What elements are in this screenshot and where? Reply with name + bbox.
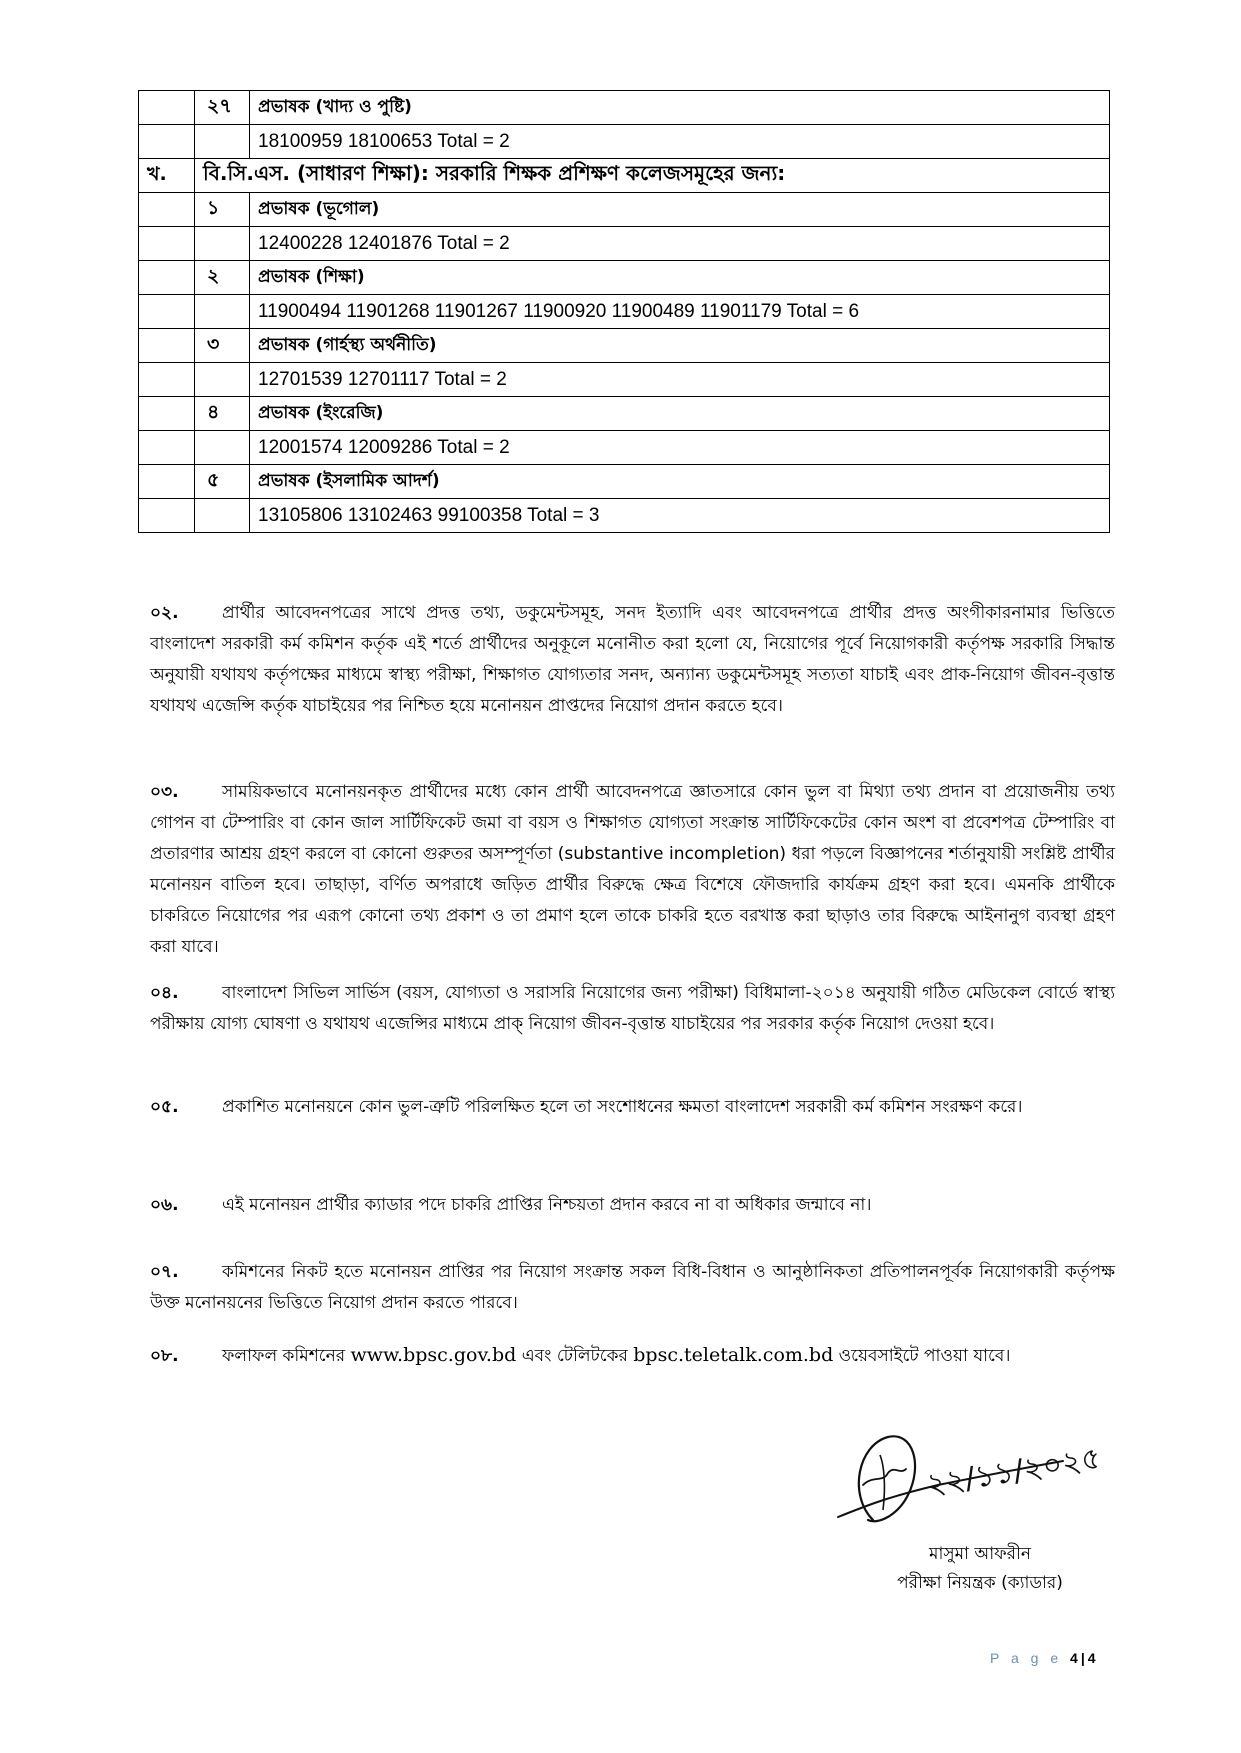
table-row	[139, 227, 1110, 261]
page-label: P a g e	[990, 1650, 1063, 1666]
page-separator: |	[1080, 1650, 1085, 1666]
page-total: 4	[1087, 1650, 1096, 1666]
empty-cell	[139, 329, 195, 363]
paragraph-06	[150, 1190, 1115, 1221]
signature-date: ২২/১১/২০২৫	[923, 1440, 1104, 1503]
section-row	[139, 159, 1110, 193]
post-title: প্রভাষক (ভূগোল)	[250, 193, 1110, 227]
page-footer	[990, 1650, 1096, 1666]
table-row	[139, 91, 1110, 125]
paragraph-number: ০৫.	[150, 1097, 179, 1117]
paragraph-number: ০৮.	[150, 1346, 179, 1366]
empty-cell	[139, 261, 195, 295]
post-number: ৩	[195, 329, 250, 363]
paragraph-number: ০৩.	[150, 782, 179, 802]
paragraph-text: ওয়েবসাইটে পাওয়া যাবে।	[833, 1346, 1011, 1366]
paragraph-05	[150, 1092, 1115, 1123]
post-title: প্রভাষক (ইংরেজি)	[250, 397, 1110, 431]
empty-cell	[139, 363, 195, 397]
paragraph-text: এবং টেলিটকের	[516, 1346, 634, 1366]
paragraph-07	[150, 1257, 1115, 1319]
empty-cell	[195, 431, 250, 465]
paragraph-text: সাময়িকভাবে মনোনয়নকৃত প্রার্থীদের মধ্যে কোন প্রার্থী আবেদনপত্রে জ্ঞাতসারে কোন ভুল বা মিথ্যা তথ্য প্রদান বা প্রয়োজনীয় তথ্য গোপন বা টেম্পারিং বা কোন জাল সার্টিফিকেট জমা বা বয়স ও শিক্ষাগত যোগ্যতা সংক্রান্ত সার্টিফিকেটের কোন অংশ বা প্রবেশপত্র টেম্পারিং বা প্রতারণার আশ্রয় গ্রহণ করলে বা কোনো গুরুতর অসম্পূর্ণতা (substantive incompletion) ধরা পড়লে বিজ্ঞাপনের শর্তানুযায়ী সংশ্লিষ্ট প্রার্থীর মনোনয়ন বাতিল হবে। তাছাড়া, বর্ণিত অপরাধে জড়িত প্রার্থীর বিরুদ্ধে ক্ষেত্র বিশেষে ফৌজদারি কার্যক্রম গ্রহণ করা হবে। এমনকি প্রার্থীকে চাকরিতে নিয়োগের পর এরূপ কোনো তথ্য প্রকাশ ও তা প্রমাণ হলে তাকে চাকরি হতে বরখাস্ত করা ছাড়াও তার বিরুদ্ধে আইনানুগ ব্যবস্থা গ্রহণ করা যাবে।	[150, 782, 1115, 957]
signer-designation: পরীক্ষা নিয়ন্ত্রক (ক্যাডার)	[897, 1573, 1063, 1593]
table-row	[139, 363, 1110, 397]
paragraph-03	[150, 777, 1115, 963]
paragraph-text: কমিশনের নিকট হতে মনোনয়ন প্রাপ্তির পর নিয়োগ সংক্রান্ত সকল বিধি-বিধান ও আনুষ্ঠানিকতা প্রতিপালনপূর্বক নিয়োগকারী কর্তৃপক্ষ উক্ত মনোনয়নের ভিত্তিতে নিয়োগ প্রদান করতে পারবে।	[150, 1262, 1115, 1313]
paragraph-number: ০২.	[150, 603, 179, 623]
empty-cell	[195, 227, 250, 261]
page-number: 4	[1070, 1650, 1078, 1666]
table-row	[139, 329, 1110, 363]
post-title: প্রভাষক (ইসলামিক আদর্শ)	[250, 465, 1110, 499]
post-number: ৫	[195, 465, 250, 499]
empty-cell	[139, 295, 195, 329]
table-row	[139, 125, 1110, 159]
results-table	[138, 90, 1110, 533]
section-title: বি.সি.এস. (সাধারণ শিক্ষা): সরকারি শিক্ষক প্রশিক্ষণ কলেজসমূহের জন্য:	[195, 159, 1110, 193]
table-row	[139, 261, 1110, 295]
roll-numbers: 13105806 13102463 99100358 Total = 3	[250, 499, 1110, 533]
post-number: ৪	[195, 397, 250, 431]
empty-cell	[139, 227, 195, 261]
empty-cell	[139, 397, 195, 431]
website-link-bpsc: www.bpsc.gov.bd	[350, 1344, 517, 1366]
table-row	[139, 397, 1110, 431]
empty-cell	[139, 193, 195, 227]
table-row	[139, 431, 1110, 465]
table-row	[139, 499, 1110, 533]
paragraph-08	[150, 1340, 1115, 1372]
section-mark: খ.	[139, 159, 195, 193]
empty-cell	[139, 431, 195, 465]
paragraph-number: ০৭.	[150, 1262, 179, 1282]
empty-cell	[195, 363, 250, 397]
post-title: প্রভাষক (গার্হস্থ্য অর্থনীতি)	[250, 329, 1110, 363]
signer-name: মাসুমা আফরীন	[929, 1544, 1031, 1564]
paragraph-text: এই মনোনয়ন প্রার্থীর ক্যাডার পদে চাকরি প্রাপ্তির নিশ্চয়তা প্রদান করবে না বা অধিকার জন্মাবে না।	[222, 1195, 872, 1215]
post-number: ২	[195, 261, 250, 295]
roll-numbers: 12400228 12401876 Total = 2	[250, 227, 1110, 261]
paragraph-02	[150, 598, 1115, 722]
roll-numbers: 12001574 12009286 Total = 2	[250, 431, 1110, 465]
table-row	[139, 193, 1110, 227]
paragraph-text: প্রকাশিত মনোনয়নে কোন ভুল-ত্রুটি পরিলক্ষিত হলে তা সংশোধনের ক্ষমতা বাংলাদেশ সরকারী কর্ম কমিশন সংরক্ষণ করে।	[222, 1097, 1023, 1117]
paragraph-text: বাংলাদেশ সিভিল সার্ভিস (বয়স, যোগ্যতা ও সরাসরি নিয়োগের জন্য পরীক্ষা) বিধিমালা-২০১৪ অনুযায়ী গঠিত মেডিকেল বোর্ডে স্বাস্থ্য পরীক্ষায় যোগ্য ঘোষণা ও যথাযথ এজেন্সির মাধ্যমে প্রাক্ নিয়োগ জীবন-বৃত্তান্ত যাচাইয়ের পর সরকার কর্তৃক নিয়োগ দেওয়া হবে।	[150, 983, 1115, 1034]
paragraph-number: ০৪.	[150, 983, 179, 1003]
paragraph-number: ০৬.	[150, 1195, 179, 1215]
paragraph-text: ফলাফল কমিশনের	[222, 1346, 351, 1366]
table-row	[139, 295, 1110, 329]
table-row	[139, 465, 1110, 499]
handwritten-signature	[828, 1425, 1128, 1540]
roll-numbers: 18100959 18100653 Total = 2	[250, 125, 1110, 159]
empty-cell	[195, 125, 250, 159]
empty-cell	[195, 499, 250, 533]
empty-cell	[139, 465, 195, 499]
empty-cell	[139, 499, 195, 533]
roll-numbers: 12701539 12701117 Total = 2	[250, 363, 1110, 397]
roll-numbers: 11900494 11901268 11901267 11900920 11900489 11901179 Total = 6	[250, 295, 1110, 329]
post-title: প্রভাষক (শিক্ষা)	[250, 261, 1110, 295]
paragraph-04	[150, 978, 1115, 1040]
website-link-teletalk: bpsc.teletalk.com.bd	[633, 1344, 834, 1366]
empty-cell	[139, 91, 195, 125]
post-number: ১	[195, 193, 250, 227]
empty-cell	[195, 295, 250, 329]
empty-cell	[139, 125, 195, 159]
paragraph-text: প্রার্থীর আবেদনপত্রের সাথে প্রদত্ত তথ্য, ডকুমেন্টসমূহ, সনদ ইত্যাদি এবং আবেদনপত্রে প্রার্থীর প্রদত্ত অংগীকারনামার ভিত্তিতে বাংলাদেশ সরকারী কর্ম কমিশন কর্তৃক এই শর্তে প্রার্থীদের অনুকূলে মনোনীত করা হলো যে, নিয়োগের পূর্বে নিয়োগকারী কর্তৃপক্ষ সরকারি সিদ্ধান্ত অনুযায়ী যথাযথ কর্তৃপক্ষের মাধ্যমে স্বাস্থ্য পরীক্ষা, শিক্ষাগত যোগ্যতার সনদ, অন্যান্য ডকুমেন্টসমূহ সত্যতা যাচাই এবং প্রাক-নিয়োগ জীবন-বৃত্তান্ত যথাযথ এজেন্সি কর্তৃক যাচাইয়ের পর নিশ্চিত হয়ে মনোনয়ন প্রাপ্তদের নিয়োগ প্রদান করতে হবে।	[150, 603, 1115, 716]
post-number: ২৭	[195, 91, 250, 125]
post-title: প্রভাষক (খাদ্য ও পুষ্টি)	[250, 91, 1110, 125]
